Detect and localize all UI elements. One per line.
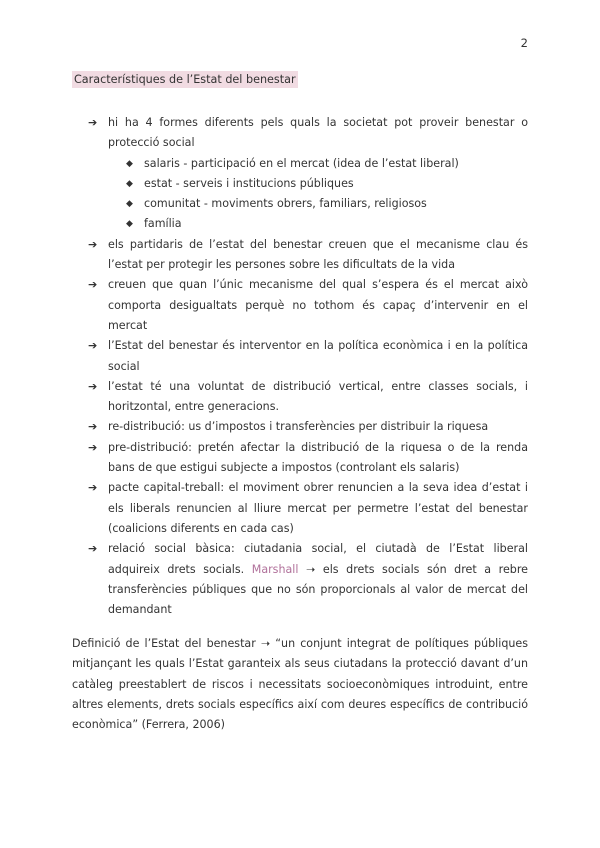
list-item-text: pre-distribució: pretén afectar la distribució de la riquesa o de la renda bans de que estigui subjecte a impostos (controlant els salaris) (108, 440, 528, 475)
list-item (88, 438, 528, 479)
marshall-link[interactable]: Marshall (251, 562, 299, 576)
list-item-text: els partidaris de l’estat del benestar creuen que el mecanisme clau és l’estat per protegir les persones sobre les dificultats de la vida (108, 237, 528, 272)
list-item (88, 336, 528, 377)
list-item (88, 478, 528, 539)
list-item (88, 539, 528, 620)
list-item (88, 275, 528, 336)
diamond-icon: ◆ (126, 178, 133, 189)
sub-list-item (126, 154, 528, 174)
section-heading: Característiques de l’Estat del benestar (74, 73, 296, 86)
list-item-text: l’estat té una voluntat de distribució vertical, entre classes socials, i horitzontal, entre generacions. (108, 379, 528, 414)
list-item-text: re-distribució: us d’impostos i transferències per distribuir la riquesa (108, 420, 489, 434)
arrow-icon: ➔ (88, 339, 98, 353)
arrow-icon: ➔ (88, 116, 98, 129)
forms-sublist (108, 154, 528, 235)
list-item (88, 377, 528, 418)
diamond-icon: ◆ (126, 158, 133, 169)
list-item-text: relació social bàsica: ciutadania social, el ciutadà de l’Estat liberal adquireix drets socials. (108, 542, 528, 576)
sub-list-item (126, 174, 528, 194)
arrow-icon: ➔ (88, 379, 98, 393)
arrow-icon: ➔ (88, 420, 98, 434)
list-item-text: ➝ els drets socials són dret a rebre transferències públiques que no són proporcionals al valor de mercat del demandant (108, 562, 528, 617)
sub-list-item-text: comunitat - moviments obrers, familiars, religiosos (144, 197, 427, 211)
list-item (88, 235, 528, 276)
arrow-icon: ➔ (88, 440, 98, 454)
sub-list-item-text: estat - serveis i institucions públiques (144, 176, 354, 190)
arrow-icon: ➔ (88, 481, 98, 495)
sub-list-item (126, 214, 528, 234)
characteristics-list (88, 113, 528, 620)
arrow-icon: ➔ (88, 542, 98, 556)
list-item (88, 113, 528, 235)
list-item-text: hi ha 4 formes diferents pels quals la societat pot proveir benestar o protecció social (108, 116, 528, 150)
arrow-icon: ➔ (88, 237, 98, 251)
list-item-text: l’Estat del benestar és interventor en la política econòmica i en la política social (108, 339, 528, 373)
sub-list-item-text: salaris - participació en el mercat (idea de l’estat liberal) (144, 156, 459, 170)
diamond-icon: ◆ (126, 219, 133, 230)
definition-paragraph: Definició de l’Estat del benestar ➝ “un conjunt integrat de polítiques públiques mitjançant les quals l’Estat garanteix als seus ciutadans la protecció davant d’un catàleg preestablert de riscos i necessitats socioeconòmiques introduint, entre altres elements, drets socials específics així com deures específics de contribució econòmica” (Ferrera, 2006) (72, 637, 528, 732)
arrow-icon: ➔ (88, 278, 98, 292)
list-item-text: pacte capital-treball: el moviment obrer renuncien a la seva idea d’estat i els liberals renuncien al lliure mercat per permetre l’estat del benestar (coalicions diferents en cada cas) (108, 481, 528, 535)
sub-list-item (126, 194, 528, 214)
list-item (88, 417, 528, 437)
sub-list-item-text: família (144, 217, 182, 231)
page-number: 2 (520, 36, 528, 50)
list-item-text: creuen que quan l’únic mecanisme del qual s’espera és el mercat això comporta desigualtats perquè no tothom és capaç d’intervenir en el mercat (108, 278, 528, 332)
diamond-icon: ◆ (126, 199, 133, 210)
